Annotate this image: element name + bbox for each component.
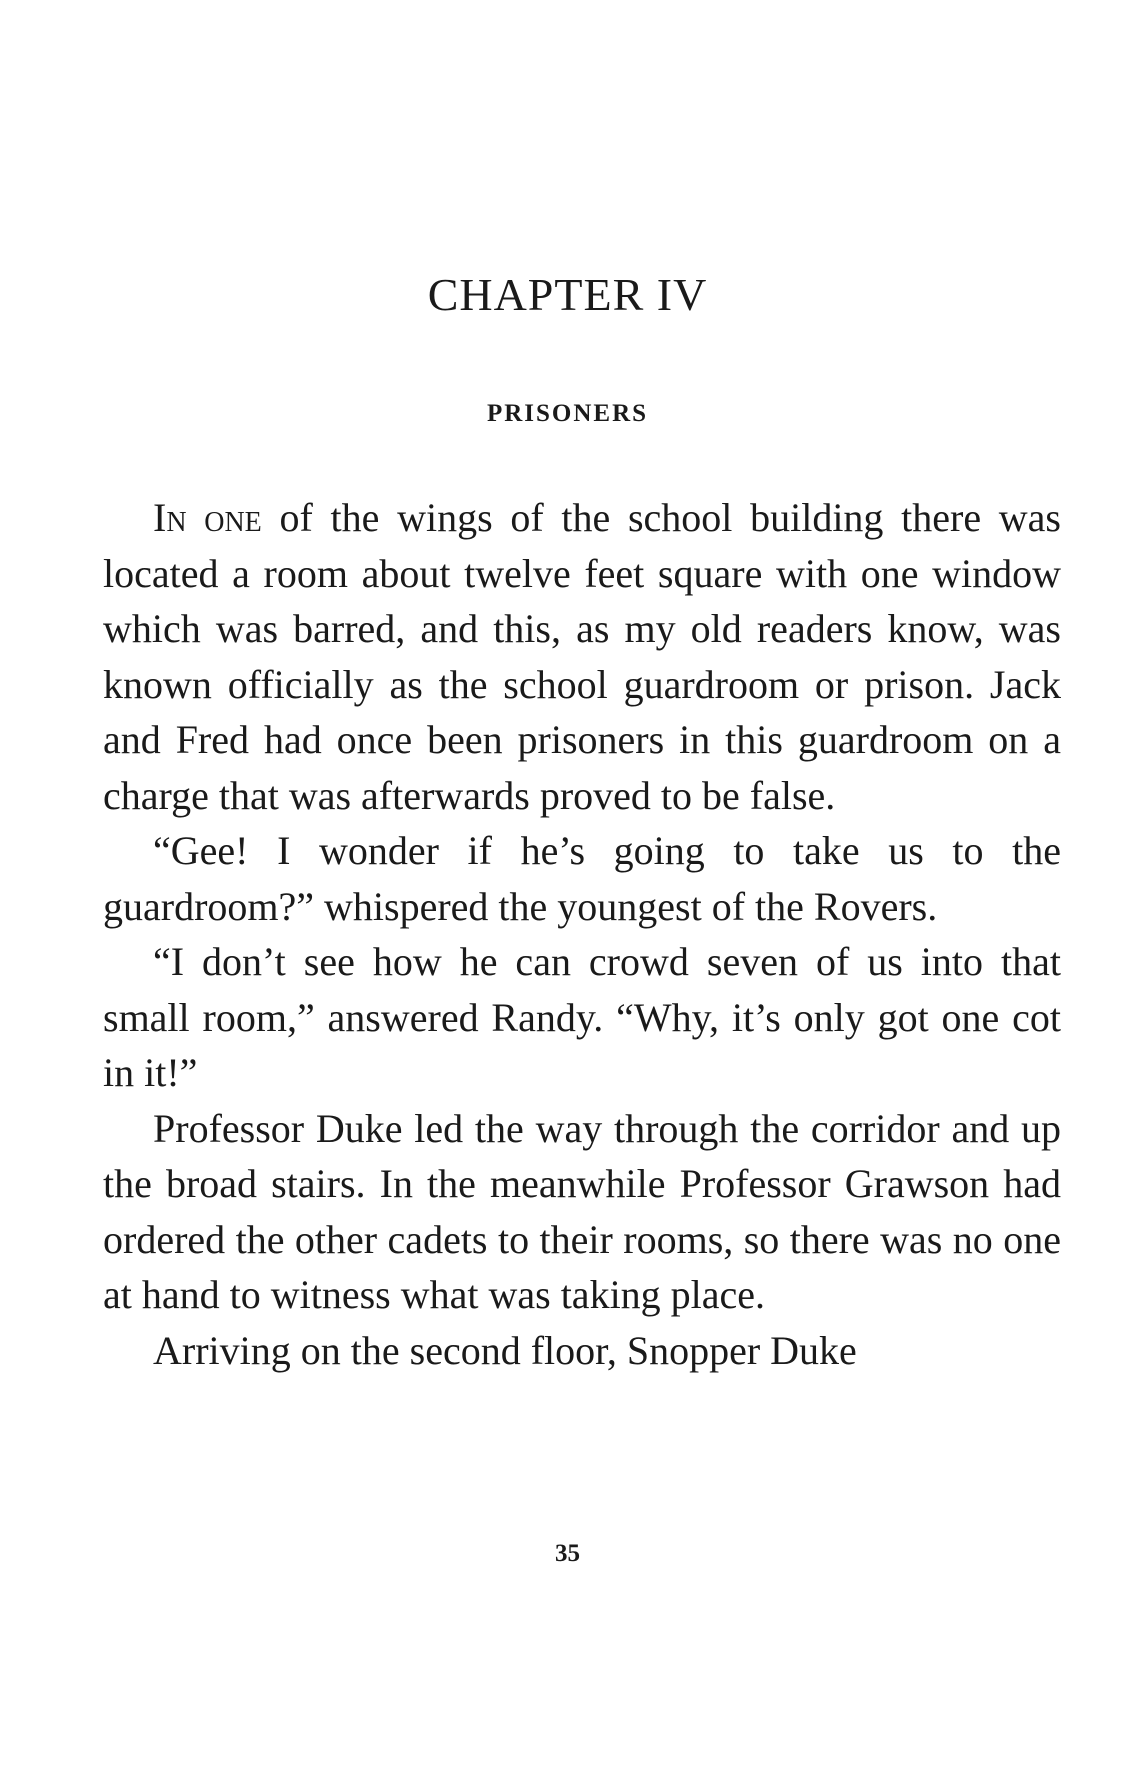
paragraph-3: “I don’t see how he can crowd seven of us into that small room,” answered Randy. “Why, it’s only got one cot in it!” — [103, 939, 1061, 1095]
paragraph-1 — [103, 490, 1061, 823]
paragraph-text: of the wings of the school building there was located a room about twelve feet square with one window which was barred, and this, as my old readers know, was known officially as the school guardroom or prison. Jack and Fred had once been prisoners in this guardroom on a charge that was afterwards proved to be false. — [103, 495, 1061, 818]
chapter-title: CHAPTER IV — [427, 269, 708, 320]
page-number: 35 — [555, 1540, 580, 1567]
paragraph-2: “Gee! I wonder if he’s going to take us to the guardroom?” whispered the youngest of the Rovers. — [103, 828, 1061, 929]
paragraph-4: Professor Duke led the way through the corridor and up the broad stairs. In the meanwhile Professor Grawson had ordered the other cadets to their rooms, so there was no one at hand to witness what was taking place. — [103, 1105, 1061, 1317]
paragraph-5: Arriving on the second floor, Snopper Duke — [153, 1327, 857, 1373]
chapter-subtitle: PRISONERS — [486, 400, 649, 427]
body-text — [103, 490, 1061, 1378]
paragraph-lead: In one — [153, 495, 262, 540]
